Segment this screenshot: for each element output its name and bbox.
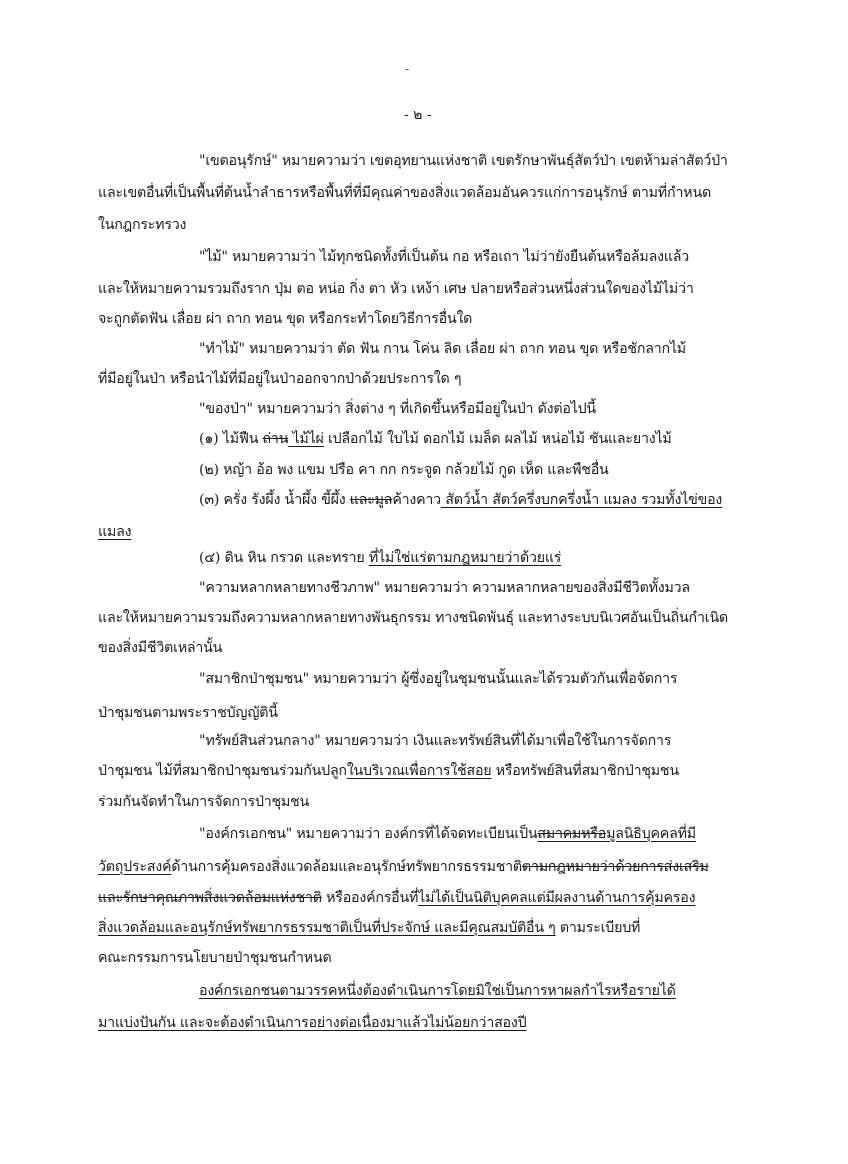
ngo-l3-text: หรือองค์กรอื่นที่ xyxy=(321,890,419,906)
def-logging-line-1: "ทำไม้" หมายความว่า ตัด ฟัน กาน โค่น ลิด เลื่อย ผ่า ถาก ทอน ขุด หรือชักลากไม้ xyxy=(199,341,686,357)
item-1 xyxy=(199,429,672,449)
item-1-text-a: (๑) ไม้ฟืน xyxy=(199,431,263,447)
item-1-strike: ถ่าน xyxy=(262,431,289,447)
item-2: (๒) หญ้า อ้อ พง แขม ปรือ คา กก กระจูด กล้วยไม้ กูด เห็ด และพืชอื่น xyxy=(199,462,609,478)
item-3 xyxy=(199,490,722,510)
def-common-property-line-1: "ทรัพย์สินส่วนกลาง" หมายความว่า เงินและทรัพย์สินที่ได้มาเพื่อใช้ในการจัดการ xyxy=(199,733,672,749)
def-biodiversity-line-2: และให้หมายความรวมถึงความหลากหลายทางพันธุกรรม ทางชนิดพันธุ์ และทางระบบนิเวศอันเป็นถิ่นกำเนิด xyxy=(98,610,728,626)
def-logging-line-2: ที่มีอยู่ในป่า หรือนำไม้ที่มีอยู่ในป่าออกจากป่าด้วยประการใด ๆ xyxy=(98,371,462,387)
def-common-property-line-3: ร่วมกันจัดทำในการจัดการป่าชุมชน xyxy=(98,794,310,810)
ngo-l1-strike: สมาคมหรือ xyxy=(537,826,607,842)
top-mark: - xyxy=(405,62,410,76)
item-4-text-a: (๔) ดิน หิน กรวด และทราย xyxy=(199,550,369,566)
ngo-l3-underline: ไม่ได้เป็นนิติบุคคลแต่มีผลงานด้านการคุ้มครอง xyxy=(418,890,696,906)
item-1-text-b: เปลือกไม้ ใบไม้ ดอกไม้ เมล็ด ผลไม้ หน่อไม้ ชันและยางไม้ xyxy=(323,431,672,447)
ngo-l2-strike: ตามกฎหมายว่าด้วยการส่งเสริม xyxy=(521,859,709,875)
item-3-text-b: ค้างคาว xyxy=(392,492,441,508)
common-property-text-a: ป่าชุมชน ไม้ที่สมาชิกป่าชุมชนร่วมกันปลูก xyxy=(98,763,347,779)
ngo-l2-underline: วัตถุประสงค์ xyxy=(98,859,172,875)
def-common-property-line-2 xyxy=(98,761,679,781)
item-4 xyxy=(199,548,561,568)
def-ngo-line-1 xyxy=(199,824,696,844)
page-number: - ๒ - xyxy=(404,107,432,123)
ngo-l2-text: ด้านการคุ้มครองสิ่งแวดล้อมและอนุรักษ์ทรัพยากรธรรมชาติ xyxy=(171,859,522,875)
def-member-line-1: "สมาชิกป่าชุมชน" หมายความว่า ผู้ซึ่งอยู่ในชุมชนนั้นและได้รวมตัวกันเพื่อจัดการ xyxy=(199,671,678,687)
item-3-continued: แมลง xyxy=(98,524,132,540)
ngo-l4-underline: สิ่งแวดล้อมและอนุรักษ์ทรัพยากรธรรมชาติเป็นที่ประจักษ์ และมีคุณสมบัติอื่น ๆ xyxy=(98,920,556,936)
common-property-text-b: หรือทรัพย์สินที่สมาชิกป่าชุมชน xyxy=(491,763,679,779)
def-biodiversity-line-3: ของสิ่งมีชีวิตเหล่านั้น xyxy=(98,640,223,656)
ngo-condition-line-1: องค์กรเอกชนตามวรรคหนึ่งต้องดำเนินการโดยมิใช่เป็นการหาผลกำไรหรือรายได้ xyxy=(199,983,676,999)
def-wood-line-1: "ไม้" หมายความว่า ไม้ทุกชนิดทั้งที่เป็นต้น กอ หรือเถา ไม่ว่ายังยืนต้นหรือล้มลงแล้ว xyxy=(199,249,690,265)
def-wood-line-3: จะถูกตัดฟัน เลื่อย ผ่า ถาก ทอน ขุด หรือกระทำโดยวิธีการอื่นใด xyxy=(98,311,473,327)
def-conservation-line-1: "เขตอนุรักษ์" หมายความว่า เขตอุทยานแห่งชาติ เขตรักษาพันธุ์สัตว์ป่า เขตห้ามล่าสัตว์ป่า xyxy=(199,153,728,169)
item-1-underline: ไม้ไผ่ xyxy=(288,431,324,447)
ngo-l4-text: ตามระเบียบที่ xyxy=(555,920,641,936)
def-member-line-2: ป่าชุมชนตามพระราชบัญญัตินี้ xyxy=(98,705,278,721)
def-wood-line-2: และให้หมายความรวมถึงราก ปุ่ม ตอ หน่อ กิ่ง ตา หัว เหง้า เศษ ปลายหรือส่วนหนึ่งส่วนใดของไม้ไม่ว่า xyxy=(98,281,694,297)
ngo-l1-underline: มูลนิธิบุคคลที่มี xyxy=(606,826,696,842)
ngo-l1-text: "องค์กรเอกชน" หมายความว่า องค์กรที่ได้จดทะเบียนเป็น xyxy=(199,826,538,842)
def-conservation-line-2: และเขตอื่นที่เป็นพื้นที่ต้นน้ำลำธารหรือพื้นที่ที่มีคุณค่าของสิ่งแวดล้อมอันควรแก่การอนุรักษ์ ตามที่กำหนด xyxy=(98,185,711,201)
item-3-strike: และมูล xyxy=(349,492,393,508)
ngo-condition-line-2: มาแบ่งปันกัน และจะต้องดำเนินการอย่างต่อเนื่องมาแล้วไม่น้อยกว่าสองปี xyxy=(98,1015,527,1031)
item-3-text-a: (๓) ครั่ง รังผึ้ง น้ำผึ้ง ขี้ผึ้ง xyxy=(199,492,350,508)
ngo-l3-strike: และรักษาคุณภาพสิ่งแวดล้อมแห่งชาติ xyxy=(98,890,322,906)
def-ngo-line-3 xyxy=(98,888,695,908)
def-ngo-line-4 xyxy=(98,918,640,938)
def-biodiversity-line-1: "ความหลากหลายทางชีวภาพ" หมายความว่า ความหลากหลายของสิ่งมีชีวิตทั้งมวล xyxy=(199,580,690,596)
def-ngo-line-2 xyxy=(98,857,709,877)
item-4-underline: ที่ไม่ใช่แร่ตามกฎหมายว่าด้วยแร่ xyxy=(368,550,562,566)
def-forest-product: "ของป่า" หมายความว่า สิ่งต่าง ๆ ที่เกิดขึ้นหรือมีอยู่ในป่า ดังต่อไปนี้ xyxy=(199,401,596,417)
def-conservation-line-3: ในกฎกระทรวง xyxy=(98,217,187,233)
item-3-underline: สัตว์น้ำ สัตว์ครึ่งบกครึ่งน้ำ แมลง รวมทั้งไข่ของ xyxy=(440,492,723,508)
common-property-underline: ในบริเวณเพื่อการใช้สอย xyxy=(346,763,492,779)
def-ngo-line-5: คณะกรรมการนโยบายป่าชุมชนกำหนด xyxy=(98,950,332,966)
